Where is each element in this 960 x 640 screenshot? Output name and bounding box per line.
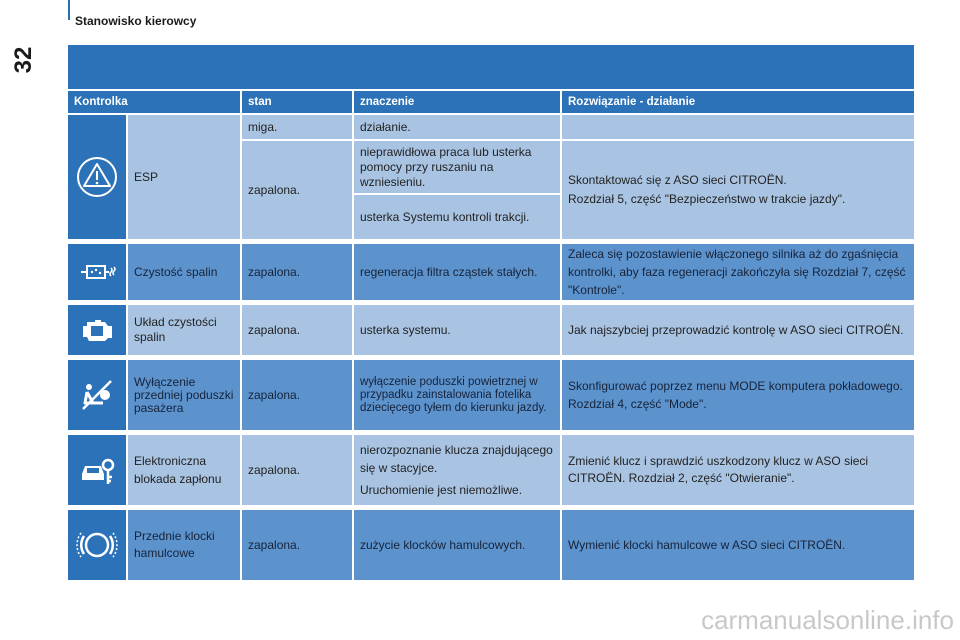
car-key-icon [75, 448, 119, 492]
esp-action-empty [562, 115, 914, 139]
immobiliser-meaning [354, 435, 560, 505]
header-znaczenie: znaczenie [354, 91, 560, 113]
immobiliser-meaning-line-2: Uruchomienie jest niemożliwe. [360, 483, 523, 497]
immobiliser-state: zapalona. [242, 435, 352, 505]
brakes-icon-cell [68, 510, 126, 580]
brakes-action: Wymienić klocki hamulcowe w ASO sieci CITROËN. [562, 510, 914, 580]
engine-state: zapalona. [242, 305, 352, 355]
section-title: Stanowisko kierowcy [75, 14, 197, 28]
immobiliser-meaning-line-1: nierozpoznanie klucza znajdującego się w stacyjce. [360, 443, 553, 475]
engine-icon-cell [68, 305, 126, 355]
particle-filter-icon [75, 250, 119, 294]
airbag-action: Skonfigurować poprzez menu MODE komputera pokładowego. Rozdział 4, część "Mode". [562, 360, 914, 430]
esp-action-line-1: Skontaktować się z ASO sieci CITROËN. [568, 173, 787, 187]
exhaust-name: Czystość spalin [128, 244, 240, 300]
immobiliser-icon-cell [68, 435, 126, 505]
esp-icon-cell [68, 115, 126, 239]
exhaust-icon-cell [68, 244, 126, 300]
airbag-state: zapalona. [242, 360, 352, 430]
airbag-meaning: wyłączenie poduszki powietrznej w przypadku zainstalowania fotelika dziecięcego tyłem do kierunku jazdy. [354, 360, 560, 430]
header-stan: stan [242, 91, 352, 113]
esp-meaning-2b: usterka Systemu kontroli trakcji. [354, 195, 560, 239]
esp-meaning-1: działanie. [354, 115, 560, 139]
brakes-meaning: zużycie klocków hamulcowych. [354, 510, 560, 580]
airbag-name: Wyłączenie przedniej poduszki pasażera [128, 360, 240, 430]
engine-icon [75, 308, 119, 352]
brake-pads-icon [75, 523, 119, 567]
immobiliser-action: Zmienić klucz i sprawdzić uszkodzony klucz w ASO sieci CITROËN. Rozdział 2, część "Otwieranie". [562, 435, 914, 505]
exhaust-meaning: regeneracja filtra cząstek stałych. [354, 244, 560, 300]
passenger-airbag-off-icon [75, 373, 119, 417]
section-marker-bar [68, 0, 70, 20]
engine-action: Jak najszybciej przeprowadzić kontrolę w ASO sieci CITROËN. [562, 305, 914, 355]
brakes-state: zapalona. [242, 510, 352, 580]
engine-meaning: usterka systemu. [354, 305, 560, 355]
esp-action-line-2: Rozdział 5, część "Bezpieczeństwo w trakcie jazdy". [568, 192, 846, 206]
esp-state-2: zapalona. [242, 141, 352, 239]
engine-name: Układ czystości spalin [128, 305, 240, 355]
warning-triangle-icon [75, 155, 119, 199]
airbag-icon-cell [68, 360, 126, 430]
header-rozwiazanie: Rozwiązanie - działanie [562, 91, 914, 113]
page-number: 32 [10, 46, 37, 74]
exhaust-state: zapalona. [242, 244, 352, 300]
exhaust-action: Zaleca się pozostawienie włączonego silnika aż do zgaśnięcia kontrolki, aby faza regeneracji zakończyła się Rozdział 7, część "Kontrole". [562, 244, 914, 300]
header-kontrolka: Kontrolka [68, 91, 240, 113]
esp-meaning-2a: nieprawidłowa praca lub usterka pomocy przy ruszaniu na wzniesieniu. [354, 141, 560, 193]
watermark: carmanualsonline.info [701, 605, 954, 635]
esp-state-1: miga. [242, 115, 352, 139]
esp-name: ESP [128, 115, 240, 239]
esp-action [562, 141, 914, 239]
table-banner [68, 45, 914, 89]
brakes-name: Przednie klocki hamulcowe [128, 510, 240, 580]
immobiliser-name: Elektroniczna blokada zapłonu [128, 435, 240, 505]
